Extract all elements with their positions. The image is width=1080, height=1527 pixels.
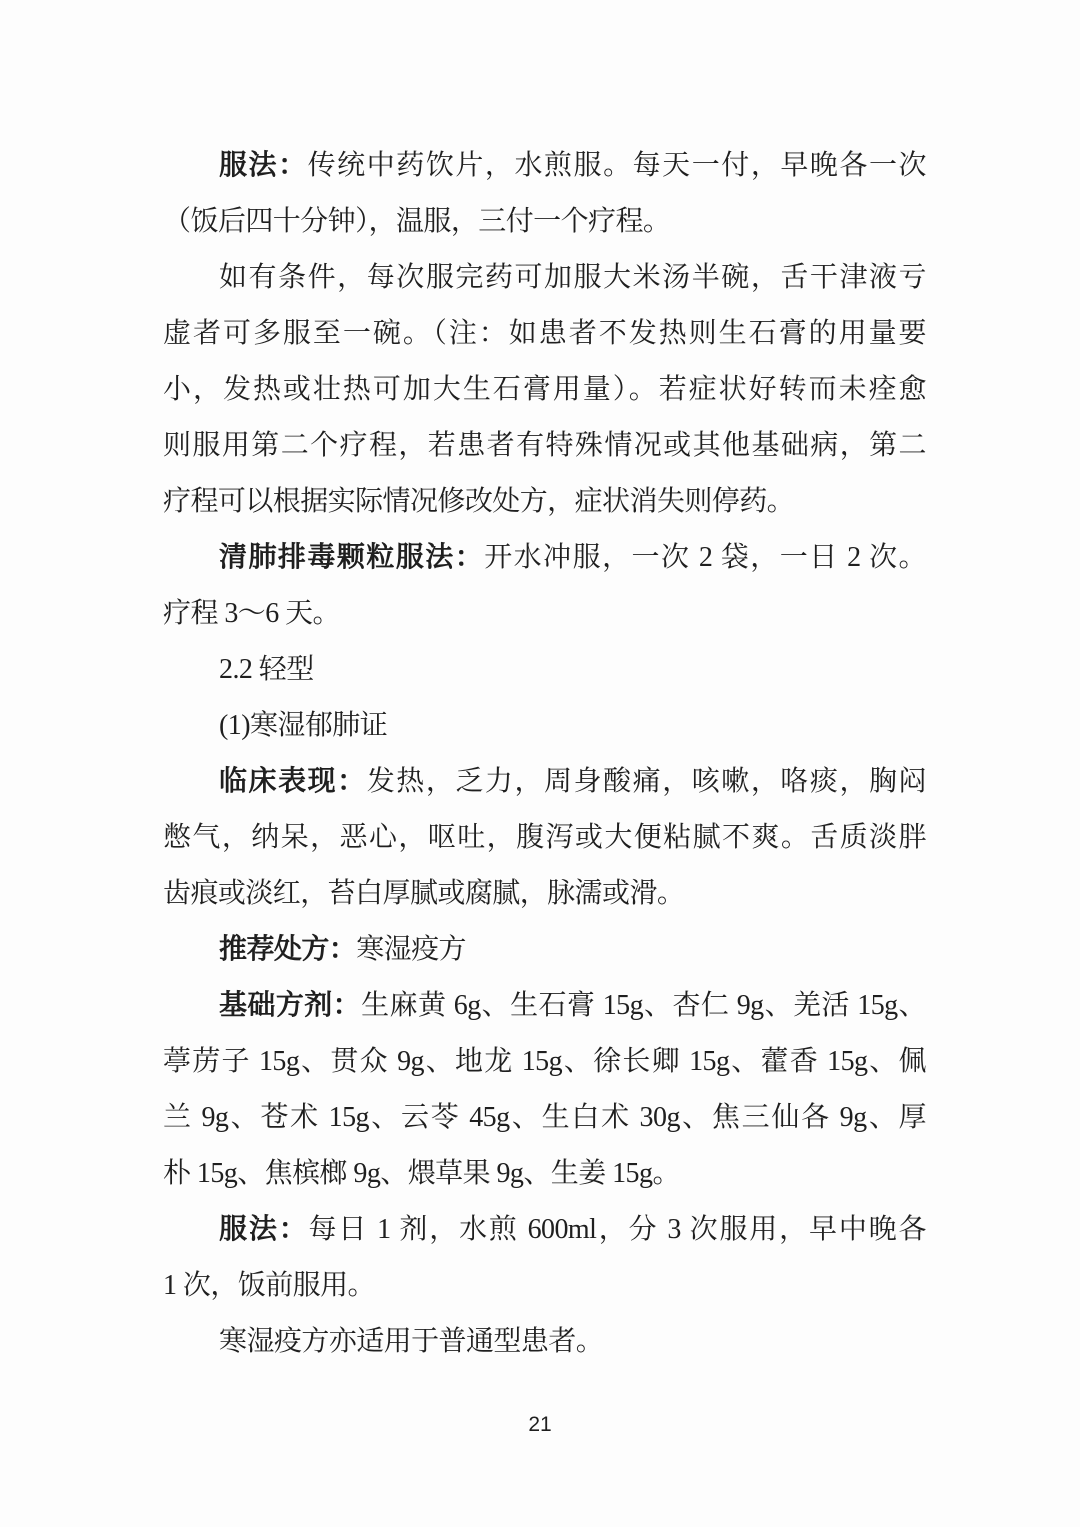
- text-line: 虚者可多服至一碗。（注：如患者不发热则生石膏的用量要: [163, 318, 926, 349]
- text-line: 1 次，饭前服用。: [163, 1270, 375, 1301]
- line-label: 服法：: [219, 150, 308, 181]
- page-footer: [0, 1410, 1080, 1440]
- document-body: [163, 138, 926, 1370]
- text-line: 临床表现：发热，乏力，周身酸痛，咳嗽，咯痰，胸闷: [219, 766, 926, 797]
- line-label: 服法：: [219, 1214, 309, 1245]
- text-line: 憋气，纳呆，恶心，呕吐，腹泻或大便粘腻不爽。舌质淡胖: [163, 822, 926, 853]
- text-line: 则服用第二个疗程，若患者有特殊情况或其他基础病，第二: [163, 430, 926, 461]
- text-line: (1)寒湿郁肺证: [219, 710, 388, 741]
- line-label: 清肺排毒颗粒服法：: [219, 542, 485, 573]
- text-line: 小，发热或壮热可加大生石膏用量）。若症状好转而未痊愈: [163, 374, 926, 405]
- text-line: 疗程可以根据实际情况修改处方，症状消失则停药。: [163, 486, 795, 517]
- text-line: 齿痕或淡红，苔白厚腻或腐腻，脉濡或滑。: [163, 878, 685, 909]
- text-line: 兰 9g、苍术 15g、云苓 45g、生白术 30g、焦三仙各 9g、厚: [163, 1102, 926, 1133]
- text-line: 寒湿疫方亦适用于普通型患者。: [219, 1326, 604, 1357]
- text-line: 2.2 轻型: [219, 654, 314, 685]
- text-line: 如有条件，每次服完药可加服大米汤半碗，舌干津液亏: [219, 262, 926, 293]
- line-label: 推荐处方：: [219, 934, 357, 965]
- page-number: 21: [528, 1413, 552, 1436]
- line-label: 基础方剂：: [219, 990, 362, 1021]
- text-line: 清肺排毒颗粒服法：开水冲服，一次 2 袋，一日 2 次。: [219, 542, 926, 573]
- text-line: 葶苈子 15g、贯众 9g、地龙 15g、徐长卿 15g、藿香 15g、佩: [163, 1046, 926, 1077]
- text-line: 服法：传统中药饮片，水煎服。每天一付，早晚各一次: [219, 150, 926, 181]
- text-line: 朴 15g、焦槟榔 9g、煨草果 9g、生姜 15g。: [163, 1158, 680, 1189]
- text-line: 推荐处方：寒湿疫方: [219, 934, 466, 965]
- text-line: 疗程 3～6 天。: [163, 598, 340, 629]
- text-line: （饭后四十分钟），温服，三付一个疗程。: [163, 206, 671, 237]
- text-line: 基础方剂：生麻黄 6g、生石膏 15g、杏仁 9g、羌活 15g、: [219, 990, 927, 1021]
- text-line: 服法：每日 1 剂，水煎 600ml，分 3 次服用，早中晚各: [219, 1214, 926, 1245]
- line-label: 临床表现：: [219, 766, 367, 797]
